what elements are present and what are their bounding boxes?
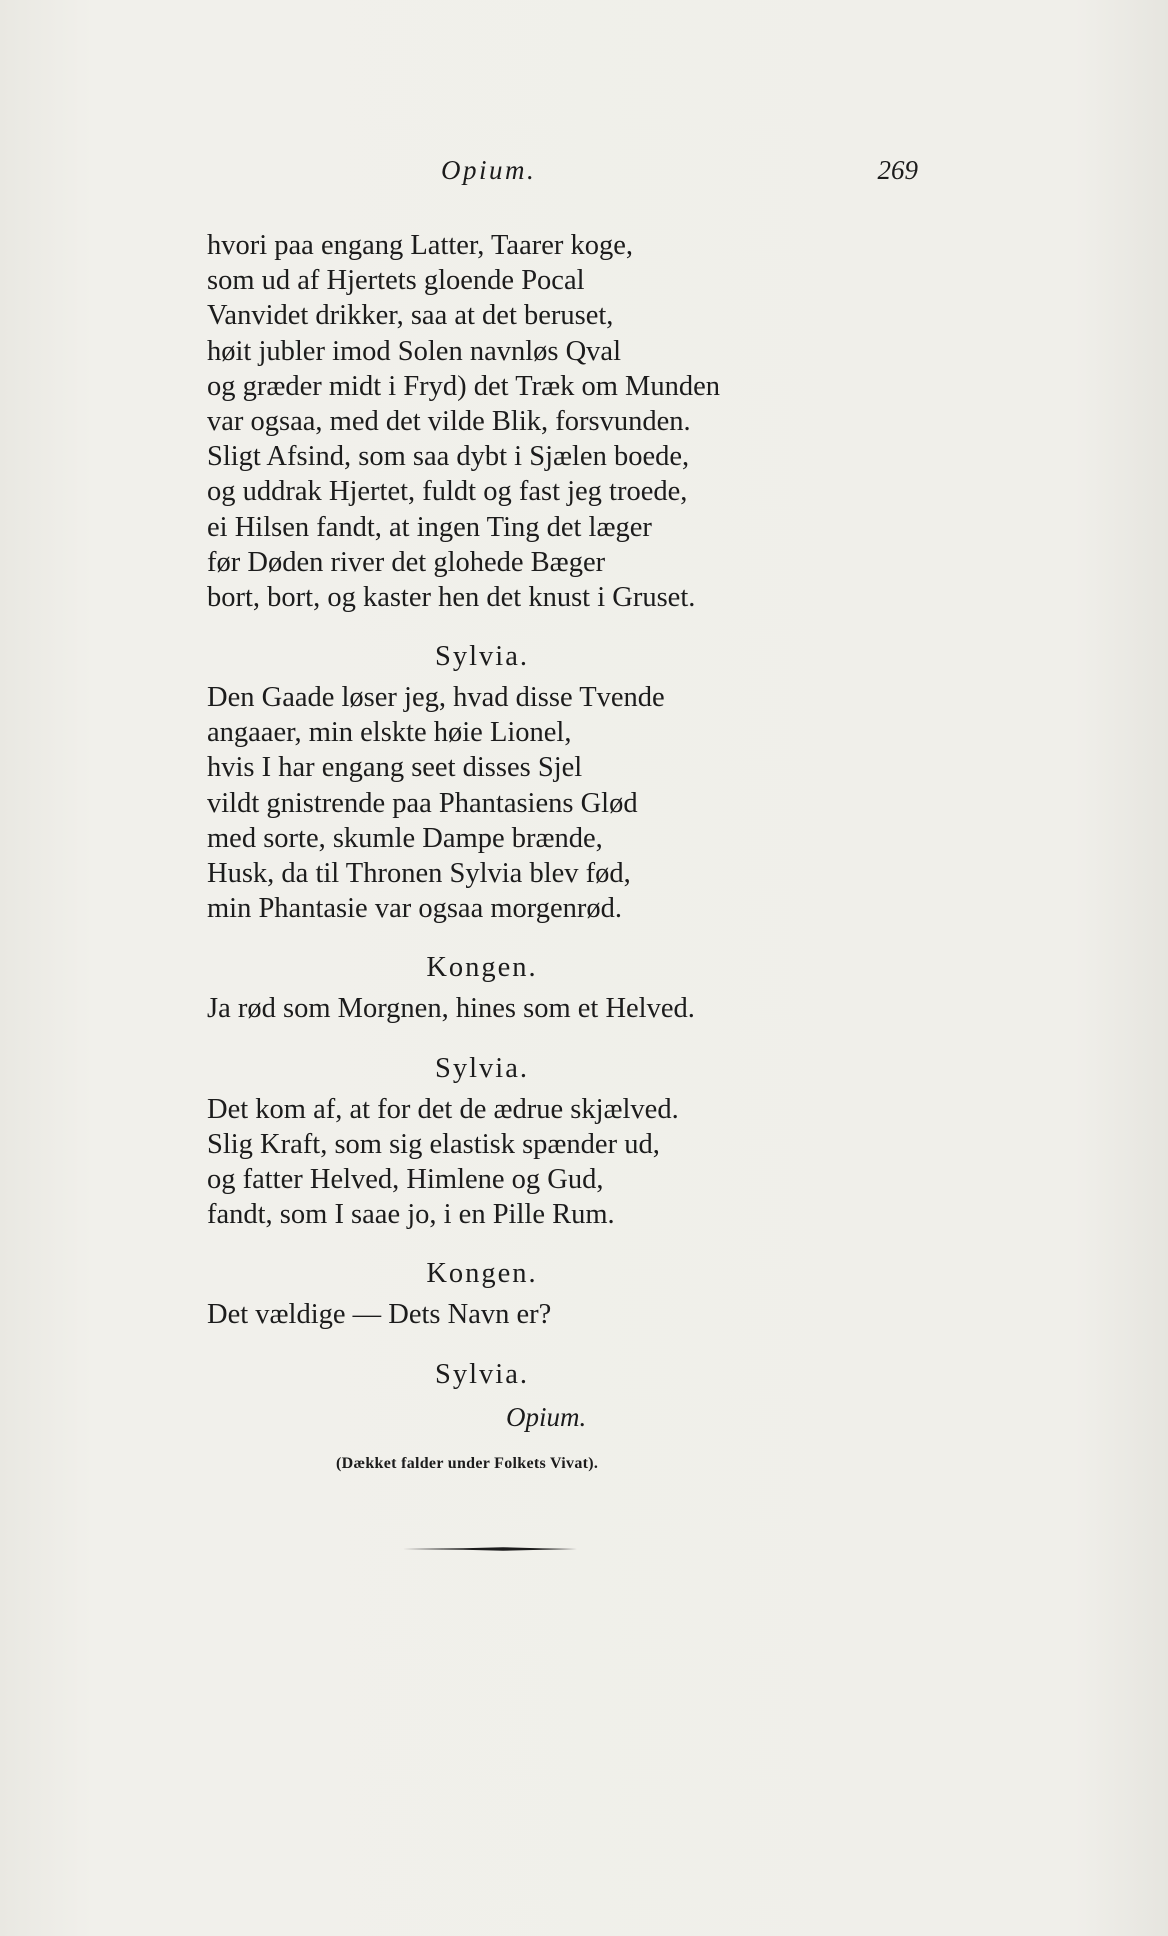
verse-line: Det vældige — Dets Navn er? bbox=[207, 1299, 552, 1331]
verse-line: fandt, som I saae jo, i en Pille Rum. bbox=[207, 1199, 615, 1231]
end-rule bbox=[403, 1546, 577, 1549]
verse-text bbox=[207, 228, 967, 1392]
verse-line: og græder midt i Fryd) det Træk om Munden bbox=[207, 370, 721, 402]
verse-line: Vanvidet drikker, saa at det beruset, bbox=[207, 300, 614, 332]
verse-line: hvori paa engang Latter, Taarer koge, bbox=[207, 230, 634, 261]
verse-line: vildt gnistrende paa Phantasiens Glød bbox=[207, 787, 638, 819]
speaker-name: Sylvia. bbox=[435, 1358, 529, 1390]
speaker-name: Sylvia. bbox=[435, 1052, 529, 1084]
verse-line: ei Hilsen fandt, at ingen Ting det læger bbox=[207, 511, 652, 543]
stanza bbox=[207, 1092, 967, 1233]
verse-line: Husk, da til Thronen Sylvia blev fød, bbox=[207, 858, 631, 889]
page-header bbox=[205, 155, 925, 195]
stanza bbox=[207, 228, 967, 615]
verse-line: høit jubler imod Solen navnløs Qval bbox=[207, 335, 622, 367]
verse-line: Slig Kraft, som sig elastisk spænder ud, bbox=[207, 1128, 660, 1160]
verse-line: og fatter Helved, Himlene og Gud, bbox=[207, 1163, 604, 1195]
speaker-name: Kongen. bbox=[426, 952, 538, 984]
verse-line: som ud af Hjertets gloende Pocal bbox=[207, 265, 585, 297]
verse-line: før Døden river det glohede Bæger bbox=[207, 546, 606, 578]
speaker-name: Sylvia. bbox=[435, 641, 529, 673]
verse-line: Det kom af, at for det de ædrue skjælved. bbox=[207, 1093, 679, 1125]
verse-line: og uddrak Hjertet, fuldt og fast jeg troede, bbox=[207, 476, 688, 508]
verse-line: Ja rød som Morgnen, hines som et Helved. bbox=[207, 993, 695, 1025]
running-title: Opium. bbox=[441, 155, 537, 185]
verse-line: angaaer, min elskte høie Lionel, bbox=[207, 717, 572, 749]
verse-line: min Phantasie var ogsaa morgenrød. bbox=[207, 893, 623, 925]
verse-line: Den Gaade løser jeg, hvad disse Tvende bbox=[207, 682, 665, 714]
verse-line: bort, bort, og kaster hen det knust i Gruset. bbox=[207, 581, 696, 613]
final-word: Opium. bbox=[506, 1402, 587, 1432]
verse-line: hvis I har engang seet disses Sjel bbox=[207, 752, 583, 784]
speaker-name: Kongen. bbox=[426, 1258, 538, 1290]
verse-line: med sorte, skumle Dampe brænde, bbox=[207, 822, 603, 854]
stanza bbox=[207, 680, 967, 926]
stanza bbox=[207, 1297, 967, 1332]
stanza bbox=[207, 991, 967, 1026]
stage-direction: (Dækket falder under Folkets Vivat). bbox=[336, 1455, 599, 1472]
verse-line: Sligt Afsind, som saa dybt i Sjælen boede, bbox=[207, 441, 690, 473]
page-number: 269 bbox=[877, 155, 918, 185]
verse-line: var ogsaa, med det vilde Blik, forsvunden. bbox=[207, 405, 691, 437]
